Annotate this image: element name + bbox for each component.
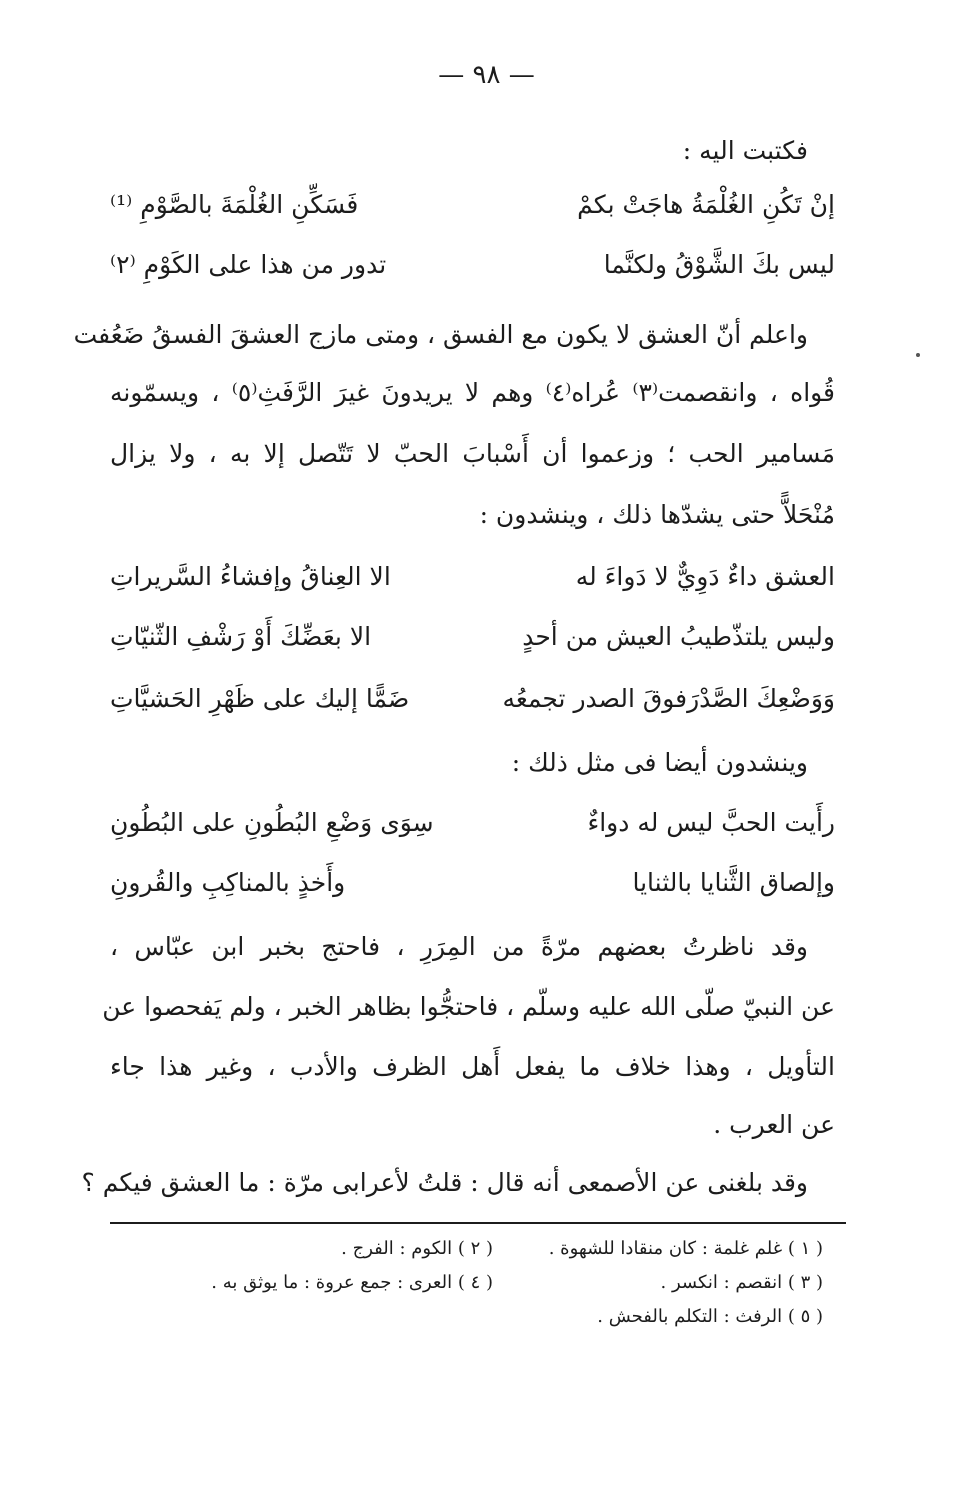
footnote: ( ١ ) غلم غلمة : كان منقادا للشهوة . xyxy=(548,1238,823,1259)
paragraph-line: وقد ناظرتُ بعضهم مرّةً من المِرَرِ ، فاحتج بخبر ابن عبّاس ، xyxy=(110,932,808,961)
paragraph-line: عن العرب . xyxy=(713,1110,835,1139)
footnote: ( ٢ ) الكوم : الفرج . xyxy=(341,1238,493,1259)
verse-first-hemistich: العشق داءٌ دَوِيٌّ لا دَواءَ له xyxy=(575,562,835,591)
verse-first-hemistich: وإلصاق الثَّنايا بالثنايا xyxy=(632,868,835,897)
footnote: ( ٥ ) الرفث : التكلم بالفحش . xyxy=(597,1306,823,1327)
paragraph-line: مَسامير الحب ؛ وزعموا أن أَسْبابَ الحبّ لا تَتّصل إلا به ، ولا يزال xyxy=(110,439,835,468)
margin-speck xyxy=(916,353,920,357)
verse-second-hemistich: الا العِناقُ وإفشاءُ السَّريراتِ xyxy=(110,562,391,591)
verse-second-hemistich: الا بعَضِّكَ أَوْ رَشْفِ الثّنيّاتِ xyxy=(110,622,372,651)
verse-line xyxy=(110,190,835,226)
intro-line: فكتبت اليه : xyxy=(682,136,808,165)
verse-first-hemistich: وَوَضْعِكَ الصَّدْرَفوقَ الصدر تجمعُه xyxy=(502,684,835,713)
footnote: ( ٣ ) انقصم : انكسر . xyxy=(660,1272,823,1293)
verse-line xyxy=(110,808,835,844)
paragraph-line: التأويل ، وهذا خلاف ما يفعل أَهل الظرف والأدب ، وغير هذا جاء xyxy=(110,1052,835,1081)
verse-second-hemistich: سِوَى وَضْعِ البُطُونِ على البُطُونِ xyxy=(110,808,434,837)
footnote-separator xyxy=(110,1222,846,1224)
paragraph-line: وقد بلغنى عن الأصمعى أنه قال : قلتُ لأعرابى مرّة : ما العشق فيكم ؟ xyxy=(81,1168,808,1197)
verse-first-hemistich: ليس بكَ الشَّوْقُ ولكنَّما xyxy=(603,250,835,279)
intro-line: وينشدون أيضا فى مثل ذلك : xyxy=(511,748,808,777)
paragraph-line: واعلم أنّ العشق لا يكون مع الفسق ، ومتى مازج العشقَ الفسقُ ضَعُفت xyxy=(73,320,808,349)
verse-second-hemistich: تدور من هذا على الكَوْمِ ⁽٢⁾ xyxy=(110,250,387,279)
verse-line xyxy=(110,250,835,286)
verse-line xyxy=(110,622,835,658)
verse-first-hemistich: رأَيت الحبَّ ليس له دواءٌ xyxy=(587,808,835,837)
verse-line xyxy=(110,562,835,598)
footnote: ( ٤ ) العرى : جمع عروة : ما يوثق به . xyxy=(211,1272,493,1293)
paragraph-line: مُنْحَلاًّ حتى يشدّها ذلك ، وينشدون : xyxy=(479,500,835,529)
verse-second-hemistich: ضَمًّا إليك على ظَهْرِ الحَشيَّاتِ xyxy=(110,684,410,713)
verse-first-hemistich: إنْ تَكُنِ الغُلْمَةُ هاجَتْ بكمْ xyxy=(577,190,835,219)
verse-line xyxy=(110,684,835,720)
page-number: — ٩٨ — xyxy=(438,60,535,90)
paragraph-line: قُواه ، وانقصمت⁽٣⁾ عُراه⁽٤⁾ وهم لا يريدونَ غيرَ الرَّفَثِ⁽٥⁾ ، ويسمّونه xyxy=(110,378,836,407)
verse-line xyxy=(110,868,835,904)
verse-first-hemistich: وليس يلتذّطيبُ العيش من أحدٍ xyxy=(522,622,835,651)
verse-second-hemistich: فَسَكِّنِ الغُلْمَةَ بالصَّوْمِ ⁽¹⁾ xyxy=(110,190,359,219)
verse-second-hemistich: وأَخذٍ بالمناكِبِ والقُرونِ xyxy=(110,868,346,897)
paragraph-line: عن النبيّ صلّى الله عليه وسلّم ، فاحتجُّوا بظاهر الخبر ، ولم يَفحصوا عن xyxy=(102,992,835,1021)
